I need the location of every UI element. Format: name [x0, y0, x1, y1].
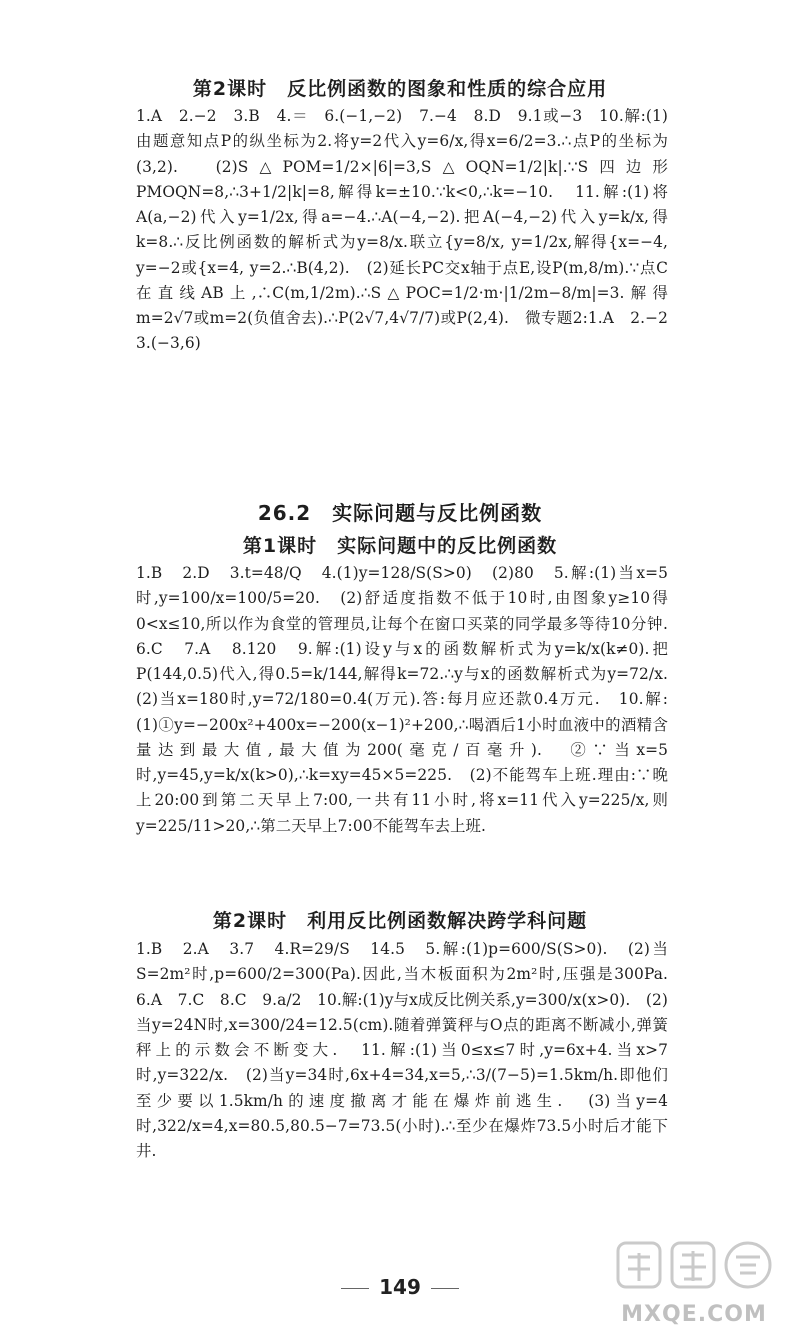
footer-dash-right [431, 1288, 459, 1289]
answer-block-3: 1.B 2.A 3.7 4.R=29/S 14.5 5.解:(1)p=600/S(S>0). (2)当S=2m²时,p=600/2=300(Pa).因此,当木板面积为2m²时,压强是300Pa. 6.A 7.C 8.C 9.a/2 10.解:(1)y与x成反比例关系,y=300/x(x>0). (2)当y=24N时,x=300/24=12.5(cm).随着弹簧秤与O点的距离不断减小,弹簧秤上的示数会不断变大. 11.解:(1)当0≤x≤7时,y=6x+4.当x>7时,y=322/x. (2)当y=34时,6x+4=34,x=5,∴3/(7−5)=1.5km/h.即他们至少要以1.5km/h的速度撤离才能在爆炸前逃生. (3)当y=4时,322/x=4,x=80.5,80.5−7=73.5(小时).∴至少在爆炸73.5小时后才能下井. [136, 940, 684, 1161]
chapter-title-26-2: 26.2 实际问题与反比例函数 [257, 501, 543, 525]
watermark [614, 1235, 774, 1327]
section-title-lesson2-comprehensive: 第2课时 反比例函数的图象和性质的综合应用 [192, 78, 608, 100]
answer-block-1: 1.A 2.−2 3.B 4.＝ 6.(−1,−2) 7.−4 8.D 9.1或−3 10.解:(1)由题意知点P的纵坐标为2.将y=2代入y=6/x,得x=6/2=3.∴点P的坐标为(3,2). (2)S△POM=1/2×|6|=3,S△OQN=1/2|k|.∵S四边形PMOQN=8,∴3+1/2|k|=8,解得k=±10.∵k<0,∴k=−10. 11.解:(1)将A(a,−2)代入y=1/2x,得a=−4.∴A(−4,−2).把A(−4,−2)代入y=k/x,得k=8.∴反比例函数的解析式为y=8/x.联立{y=8/x, y=1/2x,解得{x=−4, y=−2或{x=4, y=2.∴B(4,2). (2)延长PC交x轴于点E,设P(m,8/m).∵点C在直线AB上,∴C(m,1/2m).∴S△POC=1/2·m·|1/2m−8/m|=3.解得m=2√7或m=2(负值舍去).∴P(2√7,4√7/7)或P(2,4). 微专题2:1.A 2.−2 3.(−3,6) [136, 107, 684, 353]
watermark-url: MXQE.COM [621, 1302, 767, 1327]
section-title-lesson2-interdisciplinary: 第2课时 利用反比例函数解决跨学科问题 [212, 910, 588, 932]
footer-dash-left [341, 1288, 369, 1289]
section-title-lesson1-practical: 第1课时 实际问题中的反比例函数 [242, 535, 558, 557]
watermark-logo-icon [614, 1235, 774, 1295]
page-number: 149 [379, 1275, 421, 1299]
answer-block-2: 1.B 2.D 3.t=48/Q 4.(1)y=128/S(S>0) (2)80 5.解:(1)当x=5时,y=100/x=100/5=20. (2)舒适度指数不低于10时,由图象y≥10得0<x≤10,所以作为食堂的管理员,让每个在窗口买菜的同学最多等待10分钟. 6.C 7.A 8.120 9.解:(1)设y与x的函数解析式为y=k/x(k≠0).把P(144,0.5)代入,得0.5=k/144,解得k=72.∴y与x的函数解析式为y=72/x. (2)当x=180时,y=72/180=0.4(万元).答:每月应还款0.4万元. 10.解:(1)①y=−200x²+400x=−200(x−1)²+200,∴喝酒后1小时血液中的酒精含量达到最大值,最大值为200(毫克/百毫升). ②∵当x=5时,y=45,y=k/x(k>0),∴k=xy=45×5=225. (2)不能驾车上班.理由:∵晚上20:00到第二天早上7:00,一共有11小时,将x=11代入y=225/x,则y=225/11>20,∴第二天早上7:00不能驾车去上班. [136, 564, 684, 835]
